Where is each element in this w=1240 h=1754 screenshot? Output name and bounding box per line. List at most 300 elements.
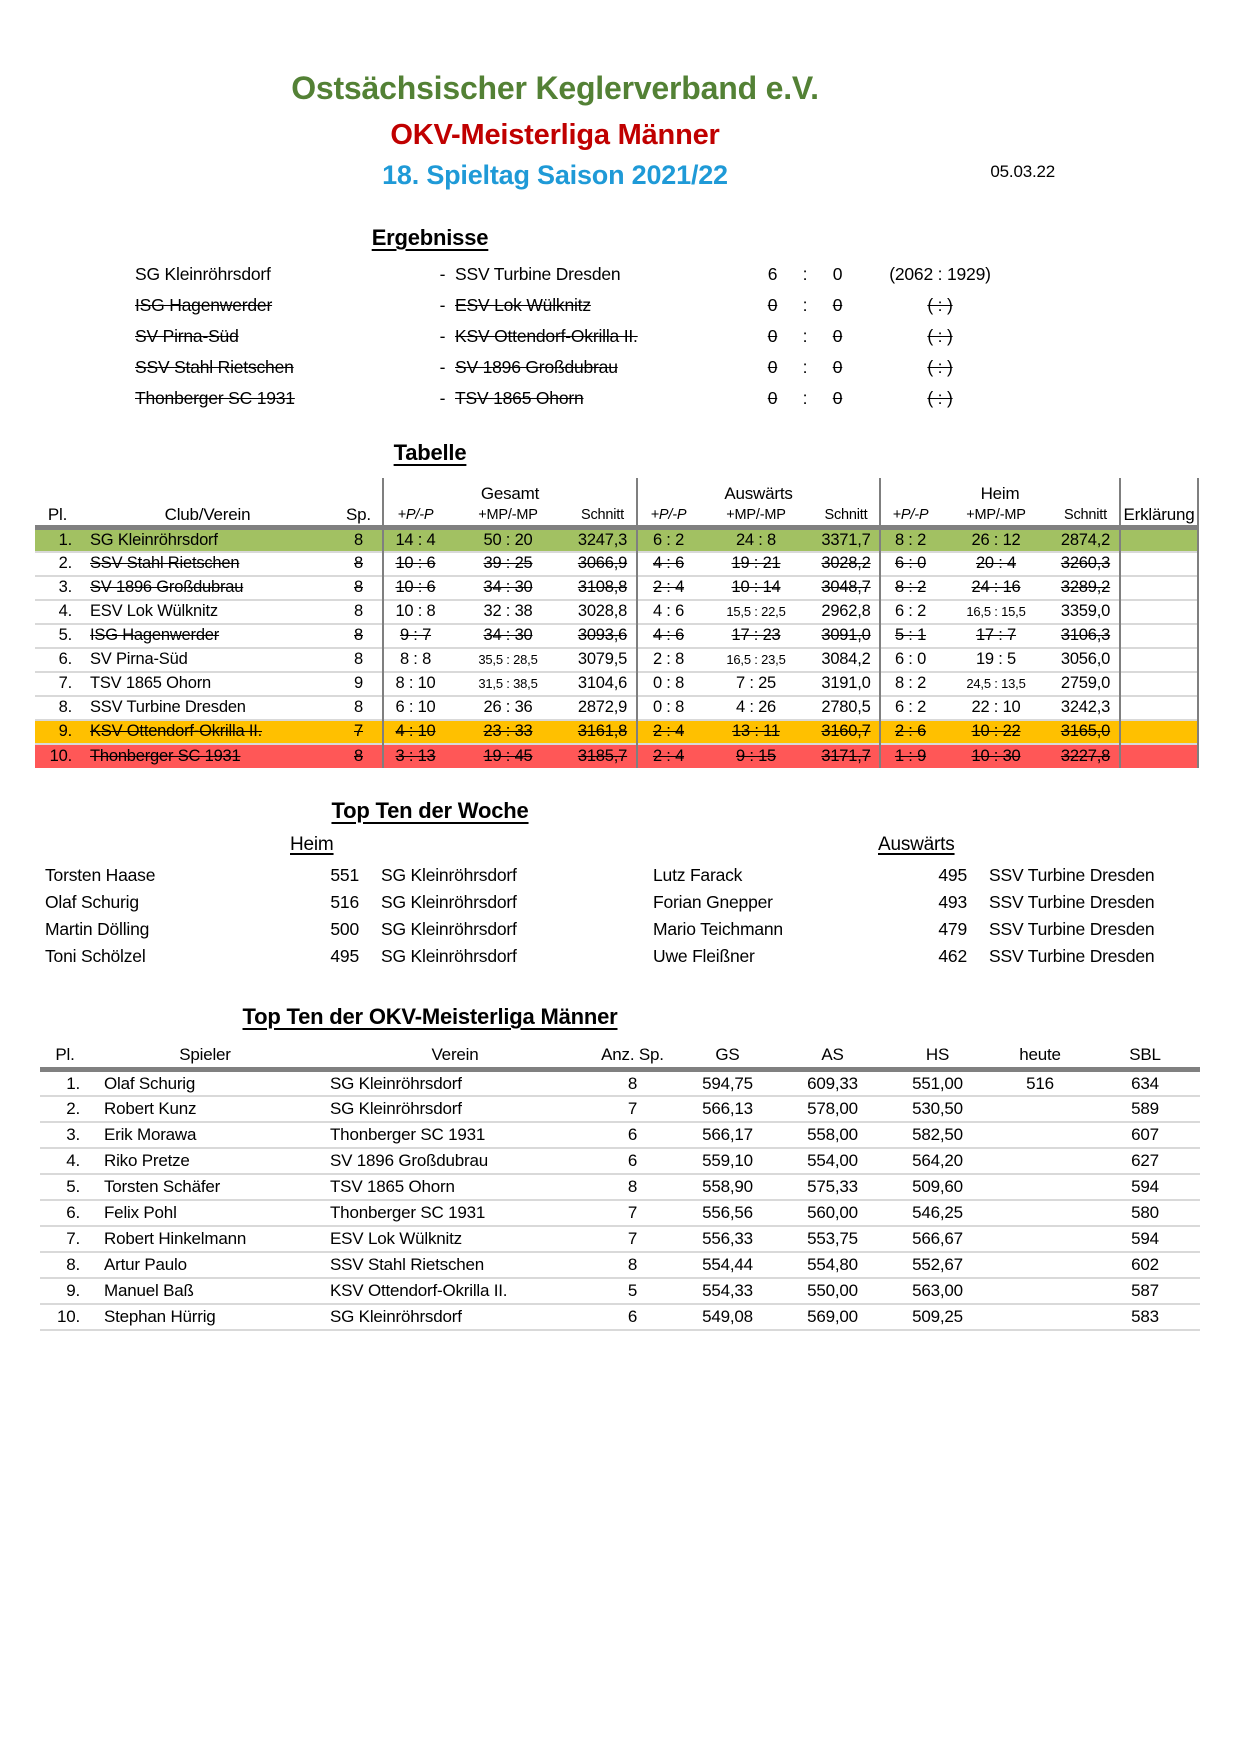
top-player-row [40, 1200, 1200, 1226]
rank-cell: 10. [40, 1304, 90, 1330]
gesamt-points-cell: 4 : 10 [383, 720, 447, 744]
heim-points-cell: 6 : 2 [880, 600, 940, 624]
col-header-verein: Verein [431, 1044, 479, 1064]
auswaerts-mp-cell: 7 : 25 [699, 672, 813, 696]
sbl-cell: 634 [1131, 1073, 1159, 1093]
player-name-cell: Robert Kunz [90, 1096, 320, 1122]
standings-row [35, 720, 1198, 744]
player-club: SG Kleinröhrsdorf [381, 945, 517, 966]
top-week-row [653, 889, 1216, 916]
games-cell: 5 [590, 1278, 675, 1304]
gesamt-points-cell: 10 : 6 [383, 576, 447, 600]
auswaerts-points-cell: 4 : 6 [637, 624, 699, 648]
home-team: SG Kleinröhrsdorf [135, 263, 271, 284]
club-cell: SSV Stahl Rietschen [80, 552, 335, 576]
heim-mp-cell: 24 : 16 [940, 576, 1052, 600]
score-colon: : [802, 294, 808, 315]
erklaerung-cell [1120, 648, 1198, 672]
top-player-row [40, 1278, 1200, 1304]
rank-cell: 8. [35, 696, 80, 720]
player-name: Forian Gnepper [653, 891, 773, 912]
auswaerts-mp-cell: 24 : 8 [699, 528, 813, 552]
heim-mp-cell: 20 : 4 [940, 552, 1052, 576]
gs-cell: 554,33 [675, 1278, 780, 1304]
club-cell: Thonberger SC 1931 [320, 1122, 590, 1148]
auswaerts-mp-cell: 4 : 26 [699, 696, 813, 720]
erklaerung-cell [1120, 696, 1198, 720]
standings-row [35, 744, 1198, 768]
rank-cell: 3. [35, 576, 80, 600]
gesamt-schnitt-cell: 3185,7 [569, 744, 637, 768]
sbl-cell: 627 [1090, 1148, 1200, 1174]
player-score: 479 [938, 918, 967, 939]
gesamt-schnitt-cell: 3108,8 [569, 576, 637, 600]
auswaerts-points-cell: 2 : 4 [637, 720, 699, 744]
rank-cell: 4. [35, 600, 80, 624]
gesamt-schnitt-cell: 3247,3 [569, 528, 637, 552]
top-player-row [40, 1096, 1200, 1122]
standings-row [35, 696, 1198, 720]
total-pins: ( : ) [927, 387, 953, 408]
away-score: 0 [832, 294, 843, 315]
club-cell: SV 1896 Großdubrau [320, 1148, 590, 1174]
heim-mp-cell: 16,5 : 15,5 [940, 600, 1052, 624]
as-cell: 575,33 [780, 1174, 885, 1200]
erklaerung-cell [1120, 720, 1198, 744]
club-cell: SSV Turbine Dresden [80, 696, 335, 720]
gesamt-mp-cell: 34 : 30 [447, 576, 569, 600]
hs-cell: 530,50 [885, 1096, 990, 1122]
auswaerts-points-cell: 2 : 4 [637, 576, 699, 600]
top-players-header [40, 1042, 1200, 1070]
heim-mp-cell: 10 : 22 [940, 720, 1052, 744]
gesamt-mp-cell: 39 : 25 [447, 552, 569, 576]
gesamt-mp-cell: 26 : 36 [447, 696, 569, 720]
erklaerung-cell [1120, 600, 1198, 624]
hs-cell: 582,50 [885, 1122, 990, 1148]
player-name-cell: Felix Pohl [90, 1200, 320, 1226]
erklaerung-cell [1120, 672, 1198, 696]
col-header-erklaerung: Erklärung [1120, 478, 1198, 528]
away-score: 0 [832, 387, 843, 408]
player-score: 551 [330, 864, 359, 885]
gs-cell: 556,33 [675, 1226, 780, 1252]
player-name-cell: Erik Morawa [90, 1122, 320, 1148]
heim-mp-cell: 19 : 5 [940, 648, 1052, 672]
player-name: Olaf Schurig [45, 891, 139, 912]
score-colon: : [802, 263, 808, 284]
standings-row [35, 552, 1198, 576]
auswaerts-schnitt-cell: 3048,7 [813, 576, 880, 600]
gesamt-points-cell: 6 : 10 [383, 696, 447, 720]
top-week-heading: Top Ten der Woche [331, 797, 529, 823]
col-header-gesamt-p: +P/-P [383, 504, 447, 528]
sbl-cell: 589 [1090, 1096, 1200, 1122]
standings-row [35, 528, 1198, 552]
heim-points-cell: 8 : 2 [880, 576, 940, 600]
gesamt-points-cell: 8 : 10 [383, 672, 447, 696]
matchday-title: 18. Spieltag Saison 2021/22 [382, 159, 728, 190]
player-club: SG Kleinröhrsdorf [381, 891, 517, 912]
player-club: SSV Turbine Dresden [989, 918, 1155, 939]
sbl-cell: 594 [1090, 1226, 1200, 1252]
rank-cell: 5. [40, 1174, 90, 1200]
tabelle-section-header [40, 440, 820, 466]
heute-cell [990, 1122, 1090, 1148]
ergebnis-row [135, 321, 1200, 352]
club-cell: ESV Lok Wülknitz [320, 1226, 590, 1252]
auswaerts-points-cell: 4 : 6 [637, 552, 699, 576]
top-week-row [653, 916, 1216, 943]
player-score: 493 [938, 891, 967, 912]
heim-points-cell: 6 : 0 [880, 648, 940, 672]
col-header-pl: Pl. [47, 505, 68, 525]
home-score: 0 [767, 325, 778, 346]
games-cell: 7 [590, 1200, 675, 1226]
gs-cell: 556,56 [675, 1200, 780, 1226]
ergebnis-row [135, 259, 1200, 290]
top-players-table [40, 1042, 1200, 1331]
player-name-cell: Stephan Hürrig [90, 1304, 320, 1330]
as-cell: 578,00 [780, 1096, 885, 1122]
top-week-auswaerts-column [653, 834, 1216, 970]
gesamt-points-cell: 9 : 7 [383, 624, 447, 648]
rank-cell: 6. [40, 1200, 90, 1226]
auswaerts-schnitt-cell: 3091,0 [813, 624, 880, 648]
club-cell: KSV Ottendorf-Okrilla II. [80, 720, 335, 744]
standings-row [35, 624, 1198, 648]
player-name-cell: Manuel Baß [90, 1278, 320, 1304]
group-header-heim: Heim [880, 478, 1120, 504]
auswaerts-points-cell: 4 : 6 [637, 600, 699, 624]
games-cell: 7 [335, 720, 383, 744]
heim-schnitt-cell: 3260,3 [1052, 552, 1120, 576]
top-player-row [40, 1122, 1200, 1148]
home-team: Thonberger SC 1931 [135, 387, 295, 408]
gesamt-mp-cell: 34 : 30 [447, 624, 569, 648]
top-week-heim-list [45, 862, 608, 970]
standings-table [35, 478, 1199, 768]
hs-cell: 509,25 [885, 1304, 990, 1330]
as-cell: 609,33 [807, 1073, 858, 1093]
gs-cell: 594,75 [702, 1073, 753, 1093]
club-cell: SG Kleinröhrsdorf [330, 1073, 462, 1093]
col-header-hs: HS [925, 1044, 950, 1064]
hs-cell: 566,67 [885, 1226, 990, 1252]
team-separator: - [439, 263, 446, 284]
gesamt-schnitt-cell: 2872,9 [569, 696, 637, 720]
gesamt-schnitt-cell: 3028,8 [569, 600, 637, 624]
standings-header [35, 478, 1198, 528]
top-player-row [40, 1148, 1200, 1174]
top-week-columns [40, 834, 1200, 970]
games-cell: 9 [335, 672, 383, 696]
auswaerts-mp-cell: 16,5 : 23,5 [699, 648, 813, 672]
player-name-cell: Riko Pretze [90, 1148, 320, 1174]
away-score: 0 [832, 325, 843, 346]
club-cell: SG Kleinröhrsdorf [320, 1096, 590, 1122]
auswaerts-points-cell: 2 : 4 [637, 744, 699, 768]
player-name: Uwe Fleißner [653, 945, 755, 966]
gs-cell: 566,17 [675, 1122, 780, 1148]
top-players-body [40, 1070, 1200, 1330]
player-name-cell: Torsten Schäfer [90, 1174, 320, 1200]
home-score: 6 [767, 263, 778, 284]
gs-cell: 566,13 [675, 1096, 780, 1122]
home-team: SSV Stahl Rietschen [135, 356, 294, 377]
gesamt-points-cell: 10 : 6 [383, 552, 447, 576]
club-cell: SV Pirna-Süd [80, 648, 335, 672]
heim-schnitt-cell: 3056,0 [1052, 648, 1120, 672]
heim-schnitt-cell: 2759,0 [1052, 672, 1120, 696]
auswaerts-label: Auswärts [878, 833, 955, 855]
games-cell: 6 [590, 1148, 675, 1174]
top-week-row [45, 862, 608, 889]
heim-mp-cell: 22 : 10 [940, 696, 1052, 720]
total-pins: (2062 : 1929) [889, 263, 991, 284]
report-header [40, 0, 1070, 191]
col-header-heim-p: +P/-P [880, 504, 940, 528]
top-week-row [45, 916, 608, 943]
as-cell: 553,75 [780, 1226, 885, 1252]
top-league-heading: Top Ten der OKV-Meisterliga Männer [242, 1003, 618, 1029]
home-score: 0 [767, 294, 778, 315]
top-week-heim-column [45, 834, 608, 970]
player-name: Mario Teichmann [653, 918, 783, 939]
games-cell: 8 [590, 1252, 675, 1278]
as-cell: 550,00 [780, 1278, 885, 1304]
player-name: Martin Dölling [45, 918, 150, 939]
games-cell: 6 [590, 1122, 675, 1148]
ergebnisse-heading: Ergebnisse [371, 224, 489, 250]
player-name-cell: Robert Hinkelmann [90, 1226, 320, 1252]
games-cell: 8 [335, 624, 383, 648]
as-cell: 569,00 [780, 1304, 885, 1330]
standings-row [35, 648, 1198, 672]
heim-schnitt-cell: 3227,8 [1052, 744, 1120, 768]
heim-label: Heim [290, 833, 334, 855]
gs-cell: 549,08 [675, 1304, 780, 1330]
heute-cell [990, 1200, 1090, 1226]
auswaerts-schnitt-cell: 3371,7 [813, 528, 880, 552]
auswaerts-points-cell: 6 : 2 [637, 528, 699, 552]
games-cell: 8 [335, 648, 383, 672]
away-team: SV 1896 Großdubrau [455, 356, 618, 377]
games-cell: 8 [627, 1073, 638, 1093]
group-header-gesamt: Gesamt [383, 478, 637, 504]
total-pins: ( : ) [927, 325, 953, 346]
tabelle-heading: Tabelle [393, 439, 467, 465]
col-header-spieler: Spieler [179, 1044, 231, 1064]
player-name: Toni Schölzel [45, 945, 146, 966]
rank-cell: 7. [35, 672, 80, 696]
heute-cell [990, 1278, 1090, 1304]
club-cell: KSV Ottendorf-Okrilla II. [320, 1278, 590, 1304]
standings-row [35, 576, 1198, 600]
rank-cell: 2. [35, 552, 80, 576]
gesamt-schnitt-cell: 3161,8 [569, 720, 637, 744]
rank-cell: 8. [40, 1252, 90, 1278]
games-cell: 7 [590, 1096, 675, 1122]
gesamt-schnitt-cell: 3079,5 [569, 648, 637, 672]
col-header-heim-schnitt: Schnitt [1064, 506, 1107, 523]
col-header-pl: Pl. [55, 1044, 75, 1064]
player-score: 500 [330, 918, 359, 939]
top-player-row [40, 1304, 1200, 1330]
club-cell: TSV 1865 Ohorn [320, 1174, 590, 1200]
league-title: OKV-Meisterliga Männer [390, 118, 720, 151]
home-team: SV Pirna-Süd [135, 325, 239, 346]
as-cell: 558,00 [780, 1122, 885, 1148]
auswaerts-mp-cell: 13 : 11 [699, 720, 813, 744]
club-cell: SG Kleinröhrsdorf [320, 1304, 590, 1330]
auswaerts-points-cell: 0 : 8 [637, 672, 699, 696]
rank-cell: 3. [40, 1122, 90, 1148]
club-cell: TSV 1865 Ohorn [80, 672, 335, 696]
club-cell: ESV Lok Wülknitz [80, 600, 335, 624]
auswaerts-schnitt-cell: 3160,7 [813, 720, 880, 744]
rank-cell: 9. [35, 720, 80, 744]
rank-cell: 7. [40, 1226, 90, 1252]
rank-cell: 4. [40, 1148, 90, 1174]
heim-schnitt-cell: 3359,0 [1052, 600, 1120, 624]
sbl-cell: 583 [1090, 1304, 1200, 1330]
rank-cell: 6. [35, 648, 80, 672]
heute-cell: 516 [1026, 1073, 1054, 1093]
gesamt-mp-cell: 50 : 20 [447, 528, 569, 552]
heim-mp-cell: 17 : 7 [940, 624, 1052, 648]
club-cell: ISG Hagenwerder [80, 624, 335, 648]
player-name-cell: Artur Paulo [90, 1252, 320, 1278]
games-cell: 8 [335, 552, 383, 576]
away-team: SSV Turbine Dresden [455, 263, 621, 284]
club-cell: SV 1896 Großdubrau [80, 576, 335, 600]
standings-body [35, 528, 1198, 768]
team-separator: - [439, 387, 446, 408]
hs-cell: 551,00 [912, 1073, 963, 1093]
heim-schnitt-cell: 3242,3 [1052, 696, 1120, 720]
auswaerts-mp-cell: 17 : 23 [699, 624, 813, 648]
games-cell: 8 [335, 576, 383, 600]
org-title: Ostsächsischer Keglerverband e.V. [291, 70, 819, 106]
top-week-row [45, 889, 608, 916]
ergebnis-row [135, 352, 1200, 383]
erklaerung-cell [1120, 528, 1198, 552]
player-club: SG Kleinröhrsdorf [381, 918, 517, 939]
heim-points-cell: 5 : 1 [880, 624, 940, 648]
rank-cell: 1. [66, 1073, 80, 1093]
col-header-sp: Sp. [346, 505, 371, 525]
col-header-auswaerts-p: +P/-P [637, 504, 699, 528]
gs-cell: 559,10 [675, 1148, 780, 1174]
heute-cell [990, 1174, 1090, 1200]
team-separator: - [439, 356, 446, 377]
hs-cell: 509,60 [885, 1174, 990, 1200]
away-team: TSV 1865 Ohorn [455, 387, 584, 408]
gesamt-schnitt-cell: 3093,6 [569, 624, 637, 648]
gesamt-mp-cell: 32 : 38 [447, 600, 569, 624]
heim-points-cell: 6 : 0 [880, 552, 940, 576]
heute-cell [990, 1304, 1090, 1330]
top-player-row [40, 1070, 1200, 1096]
sbl-cell: 594 [1090, 1174, 1200, 1200]
standings-row [35, 600, 1198, 624]
score-colon: : [802, 387, 808, 408]
club-cell: SSV Stahl Rietschen [320, 1252, 590, 1278]
rank-cell: 1. [35, 528, 80, 552]
heim-points-cell: 6 : 2 [880, 696, 940, 720]
gesamt-mp-cell: 19 : 45 [447, 744, 569, 768]
player-score: 495 [938, 864, 967, 885]
rank-cell: 2. [40, 1096, 90, 1122]
col-header-sbl: SBL [1129, 1044, 1161, 1064]
col-header-gesamt-schnitt: Schnitt [581, 506, 624, 523]
top-week-row [45, 943, 608, 970]
col-header-gesamt-mp: +MP/-MP [478, 506, 538, 523]
player-name-cell: Olaf Schurig [104, 1073, 196, 1093]
hs-cell: 552,67 [885, 1252, 990, 1278]
heim-points-cell: 8 : 2 [880, 672, 940, 696]
gesamt-mp-cell: 23 : 33 [447, 720, 569, 744]
gs-cell: 554,44 [675, 1252, 780, 1278]
sbl-cell: 580 [1090, 1200, 1200, 1226]
games-cell: 8 [590, 1174, 675, 1200]
col-header-heute: heute [1019, 1044, 1061, 1064]
auswaerts-schnitt-cell: 2780,5 [813, 696, 880, 720]
games-cell: 8 [335, 696, 383, 720]
club-cell: SG Kleinröhrsdorf [80, 528, 335, 552]
player-club: SG Kleinröhrsdorf [381, 864, 517, 885]
erklaerung-cell [1120, 744, 1198, 768]
gesamt-points-cell: 14 : 4 [383, 528, 447, 552]
erklaerung-cell [1120, 624, 1198, 648]
heute-cell [990, 1226, 1090, 1252]
top-week-auswaerts-list [653, 862, 1216, 970]
player-name: Torsten Haase [45, 864, 156, 885]
as-cell: 554,00 [780, 1148, 885, 1174]
as-cell: 554,80 [780, 1252, 885, 1278]
col-header-heim-mp: +MP/-MP [966, 506, 1026, 523]
auswaerts-schnitt-cell: 3191,0 [813, 672, 880, 696]
player-club: SSV Turbine Dresden [989, 945, 1155, 966]
auswaerts-schnitt-cell: 2962,8 [813, 600, 880, 624]
top-player-row [40, 1226, 1200, 1252]
auswaerts-schnitt-cell: 3028,2 [813, 552, 880, 576]
games-cell: 7 [590, 1226, 675, 1252]
away-team: KSV Ottendorf-Okrilla II. [455, 325, 638, 346]
group-header-auswaerts: Auswärts [637, 478, 880, 504]
ergebnisse-list [135, 259, 1200, 414]
gesamt-points-cell: 8 : 8 [383, 648, 447, 672]
player-name: Lutz Farack [653, 864, 743, 885]
top-player-row [40, 1174, 1200, 1200]
club-cell: Thonberger SC 1931 [320, 1200, 590, 1226]
auswaerts-mp-cell: 19 : 21 [699, 552, 813, 576]
auswaerts-mp-cell: 9 : 15 [699, 744, 813, 768]
col-header-auswaerts-schnitt: Schnitt [824, 506, 868, 523]
club-cell: Thonberger SC 1931 [80, 744, 335, 768]
sbl-cell: 602 [1090, 1252, 1200, 1278]
ergebnis-row [135, 290, 1200, 321]
total-pins: ( : ) [927, 294, 953, 315]
top-week-section-header [40, 798, 820, 824]
auswaerts-mp-cell: 15,5 : 22,5 [699, 600, 813, 624]
ergebnisse-section-header [40, 225, 820, 251]
home-score: 0 [767, 356, 778, 377]
as-cell: 560,00 [780, 1200, 885, 1226]
games-cell: 8 [335, 744, 383, 768]
score-colon: : [802, 356, 808, 377]
